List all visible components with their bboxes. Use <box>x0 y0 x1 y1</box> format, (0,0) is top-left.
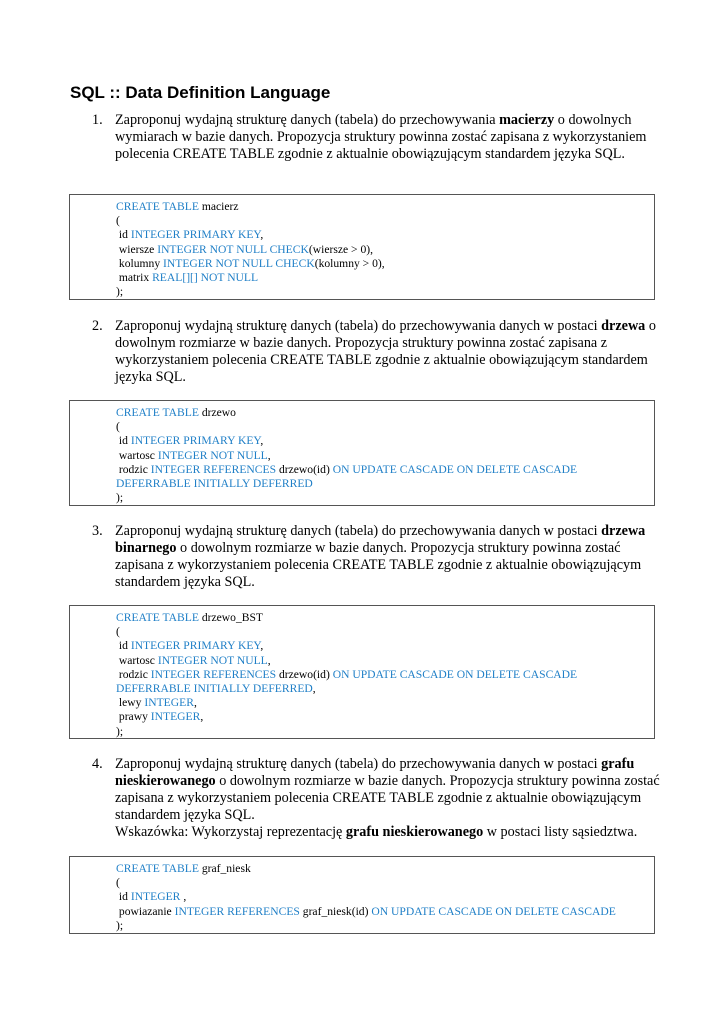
code-line <box>116 491 654 505</box>
code-line <box>116 243 654 257</box>
code-text: wartosc <box>116 448 158 462</box>
code-text: graf_niesk <box>198 862 251 875</box>
exercise-3 <box>92 523 662 591</box>
code-line <box>116 668 654 682</box>
code-text: ( <box>116 420 120 434</box>
exercise-number: 3. <box>92 523 103 539</box>
text-run: Zaproponuj wydajną strukturę danych (tabela) do przechowywania danych w postaci <box>115 756 602 772</box>
code-text: , <box>193 696 197 710</box>
sql-keyword: INTEGER NOT NULL <box>157 448 268 462</box>
code-text: ); <box>116 285 124 299</box>
code-text: wiersze <box>116 242 158 256</box>
code-text: , <box>267 653 271 667</box>
sql-keyword: INTEGER REFERENCES <box>150 667 277 681</box>
code-text: prawy <box>116 710 151 724</box>
sql-keyword: INTEGER REFERENCES <box>150 462 277 476</box>
code-text: id <box>116 434 131 448</box>
code-text: matrix <box>116 271 153 285</box>
text-run: w postaci listy sąsiedztwa. <box>483 824 638 840</box>
code-line <box>116 200 654 214</box>
sql-keyword: ON UPDATE CASCADE ON DELETE CASCADE <box>332 667 578 681</box>
code-line <box>116 890 654 904</box>
sql-keyword: INTEGER <box>150 710 201 724</box>
code-text: , <box>180 890 187 904</box>
code-text: rodzic <box>116 667 151 681</box>
sql-keyword: INTEGER REFERENCES <box>174 904 300 918</box>
exercise-2 <box>92 318 662 386</box>
text-run: o dowolnym rozmiarze w bazie danych. Propozycja struktury powinna zostać zapisana z wykorzystaniem polecenia CREATE TABLE zgodnie z aktualnie obowiązującym standardem języka SQL. <box>115 540 642 590</box>
code-line <box>116 682 654 696</box>
code-line <box>116 654 654 668</box>
sql-keyword: ON UPDATE CASCADE ON DELETE CASCADE <box>332 462 578 476</box>
exercise-text <box>115 523 662 591</box>
text-run: o dowolnym rozmiarze w bazie danych. Propozycja struktury powinna zostać zapisana z wykorzystaniem polecenia CREATE TABLE zgodnie z aktualnie obowiązującym standardem języka SQL. <box>115 318 656 385</box>
sql-keyword: ON UPDATE CASCADE ON DELETE CASCADE <box>371 904 616 918</box>
code-text: , <box>260 434 264 448</box>
code-text: drzewo_BST <box>198 611 263 624</box>
text-run: Wskazówka: Wykorzystaj reprezentację <box>115 824 346 840</box>
code-line <box>116 905 654 919</box>
code-text: id <box>116 890 131 904</box>
sql-keyword: INTEGER PRIMARY KEY <box>130 434 261 448</box>
code-line <box>116 477 654 491</box>
code-line <box>116 406 654 420</box>
text-run: Zaproponuj wydajną strukturę danych (tabela) do przechowywania <box>115 112 500 128</box>
code-line <box>116 420 654 434</box>
sql-keyword: DEFERRABLE INITIALLY DEFERRED <box>116 682 313 696</box>
code-line <box>116 639 654 653</box>
sql-keyword: INTEGER PRIMARY KEY <box>130 639 261 653</box>
code-line <box>116 625 654 639</box>
exercise-1 <box>92 112 662 163</box>
code-text: graf_niesk(id) <box>299 904 372 918</box>
text-run: o dowolnym rozmiarze w bazie danych. Propozycja struktury powinna zostać zapisana z wykorzystaniem polecenia CREATE TABLE zgodnie z aktualnie obowiązującym standardem języka SQL. <box>115 773 660 823</box>
page-title: SQL :: Data Definition Language <box>70 83 331 102</box>
bold-term: drzewa binarnego <box>115 523 646 556</box>
exercise-number: 4. <box>92 756 103 772</box>
code-line <box>116 214 654 228</box>
sql-keyword: CREATE TABLE <box>116 200 199 213</box>
code-text: , <box>312 682 316 696</box>
sql-keyword: INTEGER <box>144 696 194 710</box>
code-block-1 <box>69 194 655 300</box>
code-text: ); <box>116 491 124 505</box>
code-line <box>116 434 654 448</box>
code-line <box>116 611 654 625</box>
bold-term: macierzy <box>499 112 555 128</box>
exercise-number: 1. <box>92 112 103 128</box>
exercise-text <box>115 756 662 841</box>
code-line <box>116 463 654 477</box>
code-line <box>116 919 654 933</box>
code-text: drzewo(id) <box>276 462 333 476</box>
code-text: ( <box>116 876 120 890</box>
code-text: , <box>267 448 271 462</box>
code-text: , <box>260 228 264 242</box>
text-run: o dowolnych wymiarach w bazie danych. Propozycja struktury powinna zostać zapisana z wykorzystaniem polecenia CREATE TABLE zgodnie z aktualnie obowiązującym standardem języka SQL. <box>115 112 647 162</box>
code-text: , <box>260 639 264 653</box>
sql-keyword: INTEGER PRIMARY KEY <box>130 228 261 242</box>
code-block-3 <box>69 605 655 739</box>
code-line <box>116 285 654 299</box>
exercise-text <box>115 318 662 386</box>
code-text: id <box>116 639 131 653</box>
code-text: kolumny <box>116 256 164 270</box>
code-text: (kolumny > 0), <box>314 256 385 270</box>
text-run: Zaproponuj wydajną strukturę danych (tabela) do przechowywania danych w postaci <box>115 523 602 539</box>
code-text: ( <box>116 625 120 639</box>
code-line <box>116 271 654 285</box>
code-text: drzewo(id) <box>276 667 333 681</box>
code-line <box>116 257 654 271</box>
code-text: lewy <box>116 696 145 710</box>
code-text: ( <box>116 214 120 228</box>
bold-term: grafu nieskierowanego <box>115 756 635 789</box>
code-text: drzewo <box>198 406 236 419</box>
exercise-4 <box>92 756 662 841</box>
sql-keyword: CREATE TABLE <box>116 611 199 624</box>
code-text: , <box>200 710 204 724</box>
sql-keyword: REAL[][] NOT NULL <box>152 271 259 285</box>
code-line <box>116 696 654 710</box>
code-block-4 <box>69 856 655 934</box>
sql-keyword: CREATE TABLE <box>116 862 199 875</box>
code-text: wartosc <box>116 653 158 667</box>
exercise-text <box>115 112 662 163</box>
sql-keyword: DEFERRABLE INITIALLY DEFERRED <box>116 477 313 491</box>
code-line <box>116 710 654 724</box>
code-text: powiazanie <box>116 904 175 918</box>
code-line <box>116 876 654 890</box>
code-line <box>116 449 654 463</box>
bold-term: drzewa <box>601 318 646 334</box>
code-line <box>116 228 654 242</box>
sql-keyword: INTEGER NOT NULL CHECK <box>163 256 315 270</box>
bold-term: grafu nieskierowanego <box>345 824 484 840</box>
sql-keyword: CREATE TABLE <box>116 406 199 419</box>
code-text: id <box>116 228 131 242</box>
code-text: ); <box>116 918 124 932</box>
code-line <box>116 725 654 739</box>
sql-keyword: INTEGER NOT NULL CHECK <box>157 242 309 256</box>
code-text: macierz <box>198 200 239 213</box>
code-line <box>116 862 654 876</box>
sql-keyword: INTEGER NOT NULL <box>157 653 268 667</box>
sql-keyword: INTEGER <box>130 890 181 904</box>
code-text: ); <box>116 724 124 738</box>
code-block-2 <box>69 400 655 506</box>
exercise-number: 2. <box>92 318 103 334</box>
code-text: rodzic <box>116 462 151 476</box>
text-run: Zaproponuj wydajną strukturę danych (tabela) do przechowywania danych w postaci <box>115 318 602 334</box>
code-text: (wiersze > 0), <box>308 242 374 256</box>
